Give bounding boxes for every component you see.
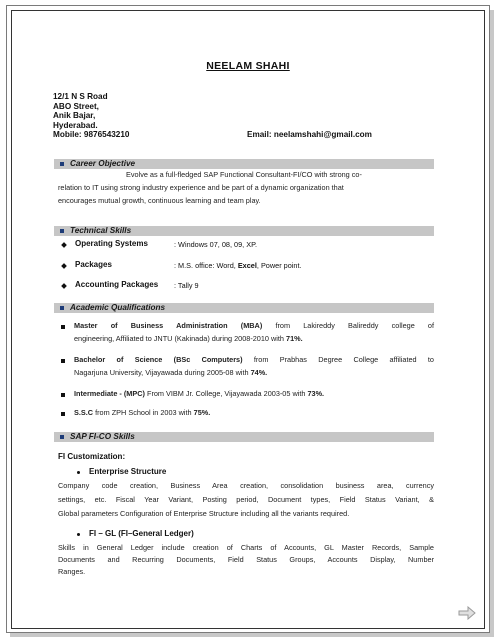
mba-line-1	[74, 320, 434, 333]
career-line-1: Evolve as a full-fledged SAP Functional Consultant-FI/CO with strong co-	[126, 170, 362, 179]
skill-value-accounting: : Tally 9	[174, 281, 199, 290]
section-title: Academic Qualifications	[70, 302, 166, 312]
bsc-text-2: Nagarjuna University, Vijayawada during 2005-08 with	[74, 368, 251, 377]
section-academic-qualifications	[54, 303, 434, 313]
enterprise-line-3: Global parameters Configuration of Enterprise Structure including all the variants required.	[58, 509, 350, 518]
ssc-line	[74, 407, 210, 420]
page-shadow-right	[490, 10, 494, 635]
mpc-degree: Intermediate - (MPC)	[74, 389, 145, 398]
skill-value-os: : Windows 07, 08, 09, XP.	[174, 240, 258, 249]
section-bullet-icon	[60, 229, 64, 233]
square-bullet-icon	[61, 359, 65, 363]
career-line-2: relation to IT using strong industry experience and be part of a dynamic organization that	[58, 183, 344, 192]
enterprise-line-2: settings, etc. Fiscal Year Variant, Posting period, Document types, Field Status Variant, &	[58, 495, 434, 504]
ssc-text: from ZPH School in 2003 with	[93, 408, 194, 417]
packages-excel: Excel	[237, 261, 257, 270]
gl-line-3: Ranges.	[58, 567, 86, 576]
gl-line-2: Documents and Recurring Documents, Field Status Groups, Accounts Display, Number	[58, 555, 434, 564]
mobile-number: Mobile: 9876543210	[53, 130, 130, 140]
fi-customization-heading: FI Customization:	[58, 452, 126, 461]
enterprise-structure-title: Enterprise Structure	[89, 467, 167, 476]
career-line-3: encourages mutual growth, continuous learning and team play.	[58, 196, 261, 205]
skill-value-packages	[174, 261, 302, 270]
mpc-percent: 73%.	[307, 389, 325, 398]
bsc-line-2	[74, 367, 267, 380]
mpc-text: From VIBM Jr. College, Vijayawada 2003-05 with	[144, 389, 308, 398]
mba-text: from Lakireddy Balireddy college of	[262, 321, 435, 330]
section-bullet-icon	[60, 435, 64, 439]
resume-name: NEELAM SHAHI	[206, 60, 290, 72]
mpc-line	[74, 388, 324, 401]
section-bullet-icon	[60, 306, 64, 310]
mba-text-2: engineering, Affiliated to JNTU (Kakinada) during 2008-2010 with	[74, 334, 287, 343]
square-bullet-icon	[61, 393, 65, 397]
section-title: Technical Skills	[70, 225, 132, 235]
bsc-text: from Prabhas Degree College affiliated to	[242, 355, 434, 364]
round-bullet-icon	[77, 471, 80, 474]
mba-degree: Master of Business Administration (MBA)	[74, 321, 263, 330]
square-bullet-icon	[61, 412, 65, 416]
section-career-objective	[54, 159, 434, 169]
address-line-3: Anik Bajar,	[53, 111, 96, 121]
fi-gl-title: FI – GL (FI–General Ledger)	[89, 529, 194, 538]
section-bullet-icon	[60, 162, 64, 166]
section-technical-skills	[54, 226, 434, 236]
email-address: Email: neelamshahi@gmail.com	[247, 130, 372, 139]
packages-text: : M.S. office: Word,	[174, 261, 238, 270]
bsc-percent: 74%.	[250, 368, 268, 377]
address-line-2: ABO Street,	[53, 101, 99, 111]
square-bullet-icon	[61, 325, 65, 329]
section-title: SAP FI-CO Skills	[70, 431, 135, 441]
address-block	[53, 92, 129, 140]
skill-label-accounting: Accounting Packages	[75, 280, 159, 289]
address-line-1: 12/1 N S Road	[53, 92, 108, 101]
mba-line-2	[74, 333, 303, 346]
enterprise-line-1: Company code creation, Business Area creation, consolidation business area, currency	[58, 481, 434, 490]
gl-line-1: Skills in General Ledger include creation of Charts of Accounts, GL Master Records, Sample	[58, 543, 434, 552]
skill-label-os: Operating Systems	[75, 239, 148, 248]
section-sap-fico-skills	[54, 432, 434, 442]
mba-percent: 71%.	[286, 334, 303, 343]
bsc-degree: Bachelor of Science (BSc Computers)	[74, 355, 243, 364]
address-line-4: Hyderabad.	[53, 120, 98, 130]
skill-label-packages: Packages	[75, 260, 112, 269]
ssc-degree: S.S.C	[74, 408, 94, 417]
bsc-line-1	[74, 354, 434, 367]
page-shadow-bottom	[10, 633, 494, 637]
packages-text-end: , Power point.	[256, 261, 302, 270]
next-page-arrow-icon[interactable]	[458, 606, 476, 620]
section-title: Career Objective	[70, 158, 136, 168]
round-bullet-icon	[77, 533, 80, 536]
ssc-percent: 75%.	[193, 408, 211, 417]
